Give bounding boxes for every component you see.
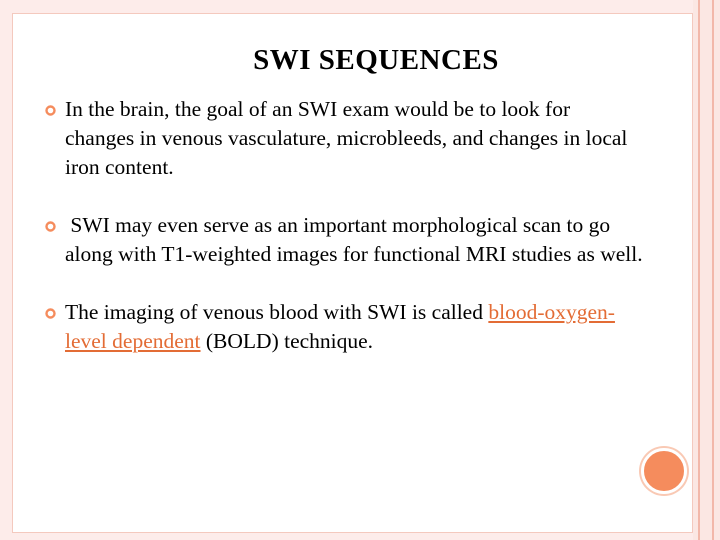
right-rail-line-right: [712, 0, 714, 540]
ring-bullet-icon: [45, 308, 56, 319]
orange-circle-decoration: [641, 448, 687, 494]
ring-bullet-icon: [45, 221, 56, 232]
bullet-list: [43, 95, 643, 356]
bullet-item-bold-technique: [43, 298, 643, 356]
bullet-text: In the brain, the goal of an SWI exam would be to look for changes in venous vasculature, microbleeds, and changes in local iron content.: [65, 97, 628, 179]
bullet-item-morphological-scan: [43, 211, 643, 269]
slide-title: SWI SEQUENCES: [253, 44, 499, 76]
bullet-text-after-link: (BOLD) technique.: [200, 329, 374, 353]
bullet-item-brain-goal: [43, 95, 643, 182]
right-rail-line-left: [698, 0, 700, 540]
bold-technique-link[interactable]: blood-oxygen-level dependent: [65, 300, 615, 353]
bullet-text: SWI may even serve as an important morphological scan to go along with T1-weighted images for functional MRI studies as well.: [65, 213, 643, 266]
bullet-text-before-link: The imaging of venous blood with SWI is called: [65, 300, 489, 324]
ring-bullet-icon: [45, 105, 56, 116]
